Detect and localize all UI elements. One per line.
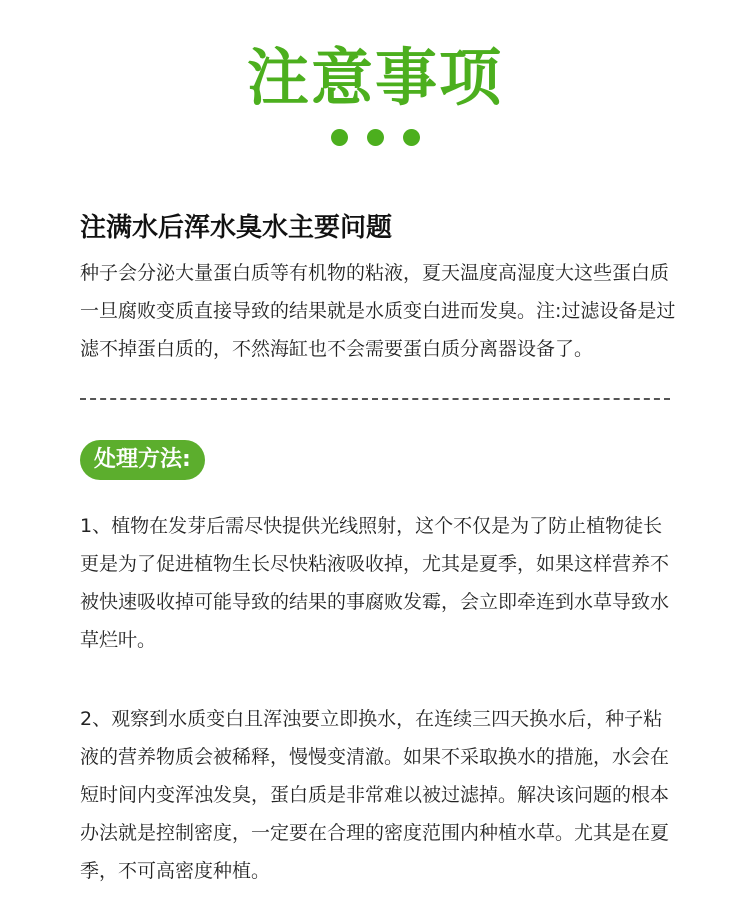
intro-paragraph: 种子会分泌大量蛋白质等有机物的粘液，夏天温度高湿度大这些蛋白质一旦腐败变质直接导致的结果就是水质变白进而发臭。注:过滤设备是过滤不掉蛋白质的，不然海缸也不会需要蛋白质分离器设备了。 <box>80 262 676 360</box>
decorative-dots <box>0 129 750 146</box>
section-heading: 注满水后浑水臭水主要问题 <box>80 213 393 243</box>
page-title: 注意事项 <box>246 41 503 114</box>
method-item-2: 2、观察到水质变白且浑浊要立即换水，在连续三四天换水后，种子粘液的营养物质会被稀释，慢慢变清澈。如果不采取换水的措施，水会在短时间内变浑浊发臭，蛋白质是非常难以被过滤掉。解决该问题的根本办法就是控制密度，一定要在合理的密度范围内种植水草。尤其是在夏季，不可高密度种植。 <box>80 708 670 882</box>
dot-icon <box>331 129 348 146</box>
methods-label-badge: 处理方法: <box>80 440 205 480</box>
dot-icon <box>367 129 384 146</box>
dashed-divider <box>80 398 670 400</box>
method-item-1: 1、植物在发芽后需尽快提供光线照射，这个不仅是为了防止植物徒长更是为了促进植物生长尽快粘液吸收掉，尤其是夏季，如果这样营养不被快速吸收掉可能导致的结果的事腐败发霉，会立即牵连到水草导致水草烂叶。 <box>80 515 670 651</box>
dot-icon <box>403 129 420 146</box>
